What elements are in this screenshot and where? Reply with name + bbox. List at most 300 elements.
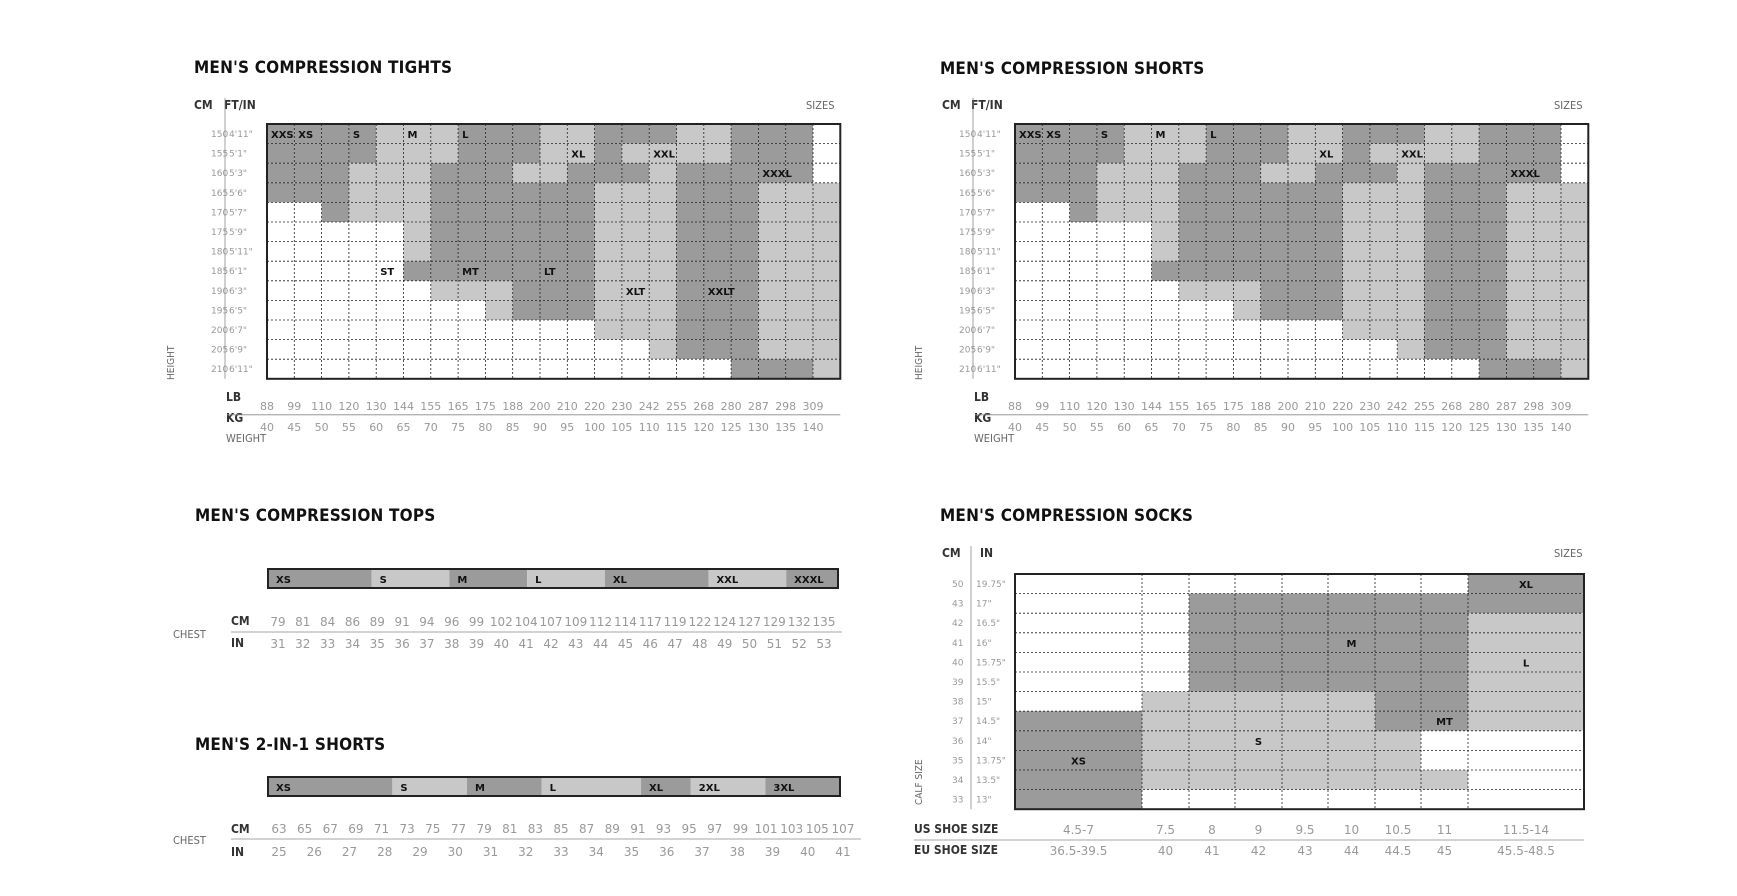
tights-cell xyxy=(731,320,758,340)
shorts-cell xyxy=(1233,144,1260,164)
shorts-cell xyxy=(1506,183,1533,203)
shorts-cell xyxy=(1261,124,1288,144)
shorts-cell xyxy=(1179,261,1206,281)
tights-cell xyxy=(376,320,403,340)
socks-cm-tick: 40 xyxy=(952,658,964,669)
shorts-cell xyxy=(1343,320,1370,340)
tights-cell xyxy=(649,359,676,379)
shorts-cell xyxy=(1425,124,1452,144)
tights-cell xyxy=(813,222,840,242)
tights-cell xyxy=(622,242,649,262)
shorts-cell xyxy=(1370,242,1397,262)
socks-cell xyxy=(1189,731,1235,751)
tights-lb-tick: 88 xyxy=(260,399,274,413)
tights-cell xyxy=(431,202,458,222)
tights-cell xyxy=(431,340,458,360)
twoinone-cm-tick: 99 xyxy=(732,822,749,836)
tights-cell xyxy=(595,261,622,281)
tights-cell xyxy=(758,242,785,262)
shorts-cell xyxy=(1534,359,1561,379)
tights-ft-tick: 6'3" xyxy=(229,286,248,297)
shorts-cell xyxy=(1479,124,1506,144)
tights-cell xyxy=(540,124,567,144)
shorts-cell xyxy=(1015,320,1042,340)
shorts-cell xyxy=(1124,183,1151,203)
tights-cell xyxy=(622,124,649,144)
tights-cell xyxy=(404,183,431,203)
shorts-cell xyxy=(1452,261,1479,281)
socks-cell xyxy=(1015,711,1142,731)
socks-cell xyxy=(1328,770,1375,790)
socks-cm-tick: 38 xyxy=(952,697,964,708)
twoinone-cm-tick: 63 xyxy=(271,822,287,836)
shorts-cell xyxy=(1233,183,1260,203)
twoinone-size-segment xyxy=(542,777,641,796)
tights-lb-tick: 255 xyxy=(666,399,687,413)
shorts-cell xyxy=(1070,300,1097,320)
tights-cell xyxy=(731,261,758,281)
shorts-cell xyxy=(1506,281,1533,301)
tops-cm-tick: 132 xyxy=(787,615,811,629)
socks-cell xyxy=(1468,692,1584,712)
shorts-cell xyxy=(1070,242,1097,262)
shorts-cell xyxy=(1452,320,1479,340)
shorts-cell xyxy=(1534,202,1561,222)
tights-cell xyxy=(677,124,704,144)
tights-cm-tick: 180 xyxy=(211,247,229,258)
shorts-cell xyxy=(1561,222,1588,242)
tights-kg-tick: 140 xyxy=(802,420,824,434)
tights-cell xyxy=(758,340,785,360)
shorts-cell xyxy=(1315,222,1342,242)
tights-cell xyxy=(485,163,512,183)
shorts-cell xyxy=(1042,222,1069,242)
tights-kg-tick: 110 xyxy=(638,420,660,434)
tights-cell xyxy=(813,320,840,340)
shorts-cell xyxy=(1042,183,1069,203)
tights-cell xyxy=(294,320,321,340)
tights-cell xyxy=(622,261,649,281)
socks-cell xyxy=(1421,790,1468,810)
socks-in-tick: 16" xyxy=(976,638,992,649)
shorts-cm-tick: 210 xyxy=(959,365,977,376)
socks-cell xyxy=(1235,770,1282,790)
tights-cell xyxy=(786,261,813,281)
socks-calf-label: CALF SIZE xyxy=(914,759,925,805)
socks-eu-tick: 41 xyxy=(1204,844,1220,858)
tights-size-label: L xyxy=(462,130,469,141)
shorts-lb-tick: 242 xyxy=(1386,399,1408,413)
tights-kg-tick: 90 xyxy=(533,420,547,434)
shorts-ft-tick: 5'6" xyxy=(977,188,996,199)
shorts-cell xyxy=(1233,340,1260,360)
shorts-cell xyxy=(1425,202,1452,222)
tights-cell xyxy=(322,163,349,183)
socks-cell xyxy=(1282,750,1328,770)
shorts-cell xyxy=(1015,222,1042,242)
shorts-cell xyxy=(1261,163,1288,183)
shorts-cell xyxy=(1561,242,1588,262)
shorts-size-label: XS xyxy=(1046,130,1062,141)
socks-cm-tick: 42 xyxy=(952,619,964,630)
socks-cell xyxy=(1468,672,1584,692)
tights-ft-tick: 5'1" xyxy=(229,149,248,160)
tights-cm-tick: 160 xyxy=(211,169,229,180)
socks-cell xyxy=(1282,594,1328,614)
shorts-cell xyxy=(1179,281,1206,301)
tights-cm-tick: 175 xyxy=(211,228,229,238)
tights-cell xyxy=(431,242,458,262)
tights-cell xyxy=(431,300,458,320)
tights-cell xyxy=(431,281,458,301)
tights-cell xyxy=(431,261,458,281)
shorts-cell xyxy=(1233,202,1260,222)
tights-cell xyxy=(349,359,376,379)
tights-cm-label: CM xyxy=(194,98,213,112)
tights-cell xyxy=(431,320,458,340)
tights-cell xyxy=(731,281,758,301)
shorts-cell xyxy=(1425,320,1452,340)
tights-cell xyxy=(404,222,431,242)
tights-cell xyxy=(322,340,349,360)
shorts-lb-tick: 155 xyxy=(1168,399,1190,413)
tights-cell xyxy=(731,242,758,262)
tops-cm-tick: 99 xyxy=(468,615,485,629)
tops-in-tick: 38 xyxy=(444,637,460,651)
tights-cell xyxy=(349,202,376,222)
shorts-cell xyxy=(1288,202,1315,222)
tops-in-tick: 42 xyxy=(543,637,559,651)
shorts-cell xyxy=(1397,202,1424,222)
socks-size-label: MT xyxy=(1436,717,1453,729)
tights-ft-tick: 5'3" xyxy=(229,169,248,180)
socks-cell xyxy=(1282,711,1328,731)
tights-cell xyxy=(649,183,676,203)
shorts-cell xyxy=(1397,359,1424,379)
tights-cell xyxy=(322,261,349,281)
shorts-cell xyxy=(1397,300,1424,320)
tights-cm-tick: 205 xyxy=(211,345,229,356)
shorts-ft-tick: 5'11" xyxy=(977,247,1001,258)
tights-cell xyxy=(786,300,813,320)
shorts-cell xyxy=(1042,242,1069,262)
shorts-lb-tick: 130 xyxy=(1113,399,1135,413)
twoinone-in-tick: 40 xyxy=(800,845,816,859)
socks-cell xyxy=(1015,672,1142,692)
tights-cell xyxy=(431,163,458,183)
socks-in-tick: 15" xyxy=(976,697,992,708)
tights-cell xyxy=(813,300,840,320)
tights-cell xyxy=(731,359,758,379)
tops-size-label: XL xyxy=(612,575,627,586)
tights-cm-tick: 190 xyxy=(211,286,229,297)
shorts-cell xyxy=(1343,359,1370,379)
socks-eu-label: EU SHOE SIZE xyxy=(914,843,999,857)
tights-cell xyxy=(540,144,567,164)
tights-ft-label: FT/IN xyxy=(224,98,256,112)
tights-cell xyxy=(485,359,512,379)
tights-cell xyxy=(595,183,622,203)
tights-cell xyxy=(567,281,594,301)
socks-cell xyxy=(1328,574,1375,594)
shorts-cell xyxy=(1124,242,1151,262)
shorts-cell xyxy=(1042,320,1069,340)
shorts-cell xyxy=(1015,202,1042,222)
twoinone-in-tick: 27 xyxy=(341,845,358,859)
socks-cell xyxy=(1282,770,1328,790)
shorts-cell xyxy=(1261,242,1288,262)
tights-cell xyxy=(649,320,676,340)
socks-cm-tick: 50 xyxy=(952,580,964,590)
tights-cell xyxy=(567,320,594,340)
tights-lb-tick: 110 xyxy=(311,399,333,413)
tights-kg-tick: 70 xyxy=(423,420,438,434)
tights-kg-tick: 75 xyxy=(451,420,466,434)
tights-size-label: MT xyxy=(462,267,479,279)
tights-cell xyxy=(294,222,321,242)
socks-cell xyxy=(1328,594,1375,614)
tights-cell xyxy=(404,320,431,340)
twoinone-size-label: M xyxy=(474,783,485,794)
socks-cell xyxy=(1142,652,1189,672)
socks-cell xyxy=(1468,750,1584,770)
tops-in-tick: 31 xyxy=(270,637,286,651)
socks-in-tick: 15.5" xyxy=(976,678,1001,688)
tights-ft-tick: 6'11" xyxy=(229,365,253,376)
tops-cm-tick: 129 xyxy=(762,615,786,629)
shorts-lb-tick: 230 xyxy=(1359,399,1381,413)
socks-cell xyxy=(1375,633,1421,653)
tights-cell xyxy=(294,281,321,301)
tights-cell xyxy=(513,320,540,340)
shorts-cell xyxy=(1152,163,1179,183)
shorts-cell xyxy=(1561,300,1588,320)
tights-cell xyxy=(758,359,785,379)
tights-cell xyxy=(595,202,622,222)
shorts-kg-tick: 115 xyxy=(1414,420,1435,434)
tights-size-label: XS xyxy=(298,130,314,141)
socks-cell xyxy=(1328,692,1375,712)
shorts-cell xyxy=(1534,340,1561,360)
tights-size-label: XLT xyxy=(625,286,646,298)
shorts-ft-tick: 5'1" xyxy=(977,149,996,160)
shorts-lb-tick: 120 xyxy=(1086,399,1108,413)
tights-cell xyxy=(458,320,485,340)
shorts-cell xyxy=(1206,281,1233,301)
shorts-cell xyxy=(1452,183,1479,203)
socks-cell xyxy=(1282,731,1328,751)
tights-cell xyxy=(813,163,840,183)
tights-cell xyxy=(376,242,403,262)
socks-us-label: US SHOE SIZE xyxy=(914,822,999,836)
tights-cell xyxy=(677,359,704,379)
shorts-cm-tick: 180 xyxy=(959,247,977,258)
tights-kg-tick: 85 xyxy=(505,420,520,434)
twoinone-cm-tick: 71 xyxy=(373,822,390,836)
socks-cell xyxy=(1468,594,1584,614)
shorts-lb-tick: 144 xyxy=(1141,399,1162,413)
tights-size-label: XXS xyxy=(271,130,294,141)
socks-cell xyxy=(1189,692,1235,712)
shorts-cell xyxy=(1179,320,1206,340)
socks-cm-tick: 41 xyxy=(952,638,964,649)
tops-in-tick: 34 xyxy=(344,637,361,651)
shorts-cell xyxy=(1561,359,1588,379)
tights-kg-tick: 45 xyxy=(287,420,302,434)
tights-height-label: HEIGHT xyxy=(166,345,177,380)
socks-cell xyxy=(1189,672,1235,692)
shorts-cell xyxy=(1370,124,1397,144)
shorts-cell xyxy=(1479,183,1506,203)
shorts-cell xyxy=(1206,242,1233,262)
shorts-lb-tick: 298 xyxy=(1523,399,1545,413)
shorts-cell xyxy=(1370,144,1397,164)
tights-cm-tick: 185 xyxy=(211,267,229,278)
shorts-cell xyxy=(1042,359,1069,379)
socks-cell xyxy=(1282,574,1328,594)
tops-in-tick: 51 xyxy=(766,637,783,651)
socks-cell xyxy=(1468,770,1584,790)
shorts-cell xyxy=(1233,222,1260,242)
tights-lb-tick: 210 xyxy=(556,399,578,413)
shorts-cell xyxy=(1097,183,1124,203)
shorts-cell xyxy=(1506,202,1533,222)
shorts-cell xyxy=(1343,202,1370,222)
shorts-cell xyxy=(1288,163,1315,183)
tights-cell xyxy=(267,163,294,183)
tights-cell xyxy=(513,202,540,222)
shorts-cell xyxy=(1124,261,1151,281)
shorts-cell xyxy=(1425,163,1452,183)
tights-cell xyxy=(731,222,758,242)
tights-cell xyxy=(731,144,758,164)
socks-cell xyxy=(1142,770,1189,790)
tops-cm-tick: 122 xyxy=(688,615,712,629)
shorts-cell xyxy=(1097,163,1124,183)
shorts-kg-label: KG xyxy=(974,411,992,425)
socks-us-tick: 8 xyxy=(1208,823,1216,837)
shorts-lb-tick: 175 xyxy=(1222,399,1244,413)
shorts-cell xyxy=(1425,340,1452,360)
tights-cell xyxy=(595,242,622,262)
shorts-cell xyxy=(1042,202,1069,222)
socks-eu-tick: 43 xyxy=(1297,844,1313,858)
socks-cell xyxy=(1142,692,1189,712)
socks-cell xyxy=(1282,790,1328,810)
shorts-cell xyxy=(1479,281,1506,301)
tights-cell xyxy=(622,163,649,183)
shorts-cell xyxy=(1097,202,1124,222)
socks-cell xyxy=(1375,672,1421,692)
tights-cell xyxy=(513,222,540,242)
tights-cell xyxy=(622,359,649,379)
tights-cell xyxy=(595,359,622,379)
shorts-cell xyxy=(1124,163,1151,183)
tops-in-tick: 48 xyxy=(692,637,708,651)
shorts-cell xyxy=(1206,183,1233,203)
shorts-ft-label: FT/IN xyxy=(971,98,1003,112)
shorts-cell xyxy=(1397,163,1424,183)
tops-in-tick: 43 xyxy=(568,637,584,651)
tights-cell xyxy=(758,281,785,301)
twoinone-cm-tick: 83 xyxy=(527,822,544,836)
tights-cell xyxy=(622,202,649,222)
shorts-cell xyxy=(1261,183,1288,203)
tights-lb-tick: 155 xyxy=(420,399,442,413)
shorts-cell xyxy=(1152,261,1179,281)
socks-cell xyxy=(1421,672,1468,692)
tights-cell xyxy=(758,320,785,340)
shorts-cell xyxy=(1425,300,1452,320)
tights-cell xyxy=(567,202,594,222)
tights-cell xyxy=(540,281,567,301)
tights-cell xyxy=(267,242,294,262)
shorts-cell xyxy=(1561,202,1588,222)
shorts-cell xyxy=(1124,300,1151,320)
tights-lb-tick: 268 xyxy=(693,399,715,413)
shorts-cell xyxy=(1370,183,1397,203)
tights-cell xyxy=(294,300,321,320)
socks-in-tick: 13.75" xyxy=(976,756,1006,767)
shorts-cell xyxy=(1452,202,1479,222)
shorts-cell xyxy=(1288,340,1315,360)
twoinone-in-tick: 33 xyxy=(553,845,569,859)
shorts-cell xyxy=(1452,340,1479,360)
shorts-cell xyxy=(1561,281,1588,301)
tights-cell xyxy=(704,261,731,281)
socks-cell xyxy=(1375,574,1421,594)
tights-cell xyxy=(349,261,376,281)
socks-cell xyxy=(1142,711,1189,731)
tights-cell xyxy=(786,222,813,242)
shorts-cell xyxy=(1370,222,1397,242)
two-in-one-cm-label: CM xyxy=(231,822,250,836)
shorts-cell xyxy=(1288,359,1315,379)
twoinone-size-label: XS xyxy=(276,783,291,794)
shorts-kg-tick: 105 xyxy=(1359,420,1381,434)
shorts-cell xyxy=(1124,320,1151,340)
tights-cell xyxy=(458,144,485,164)
tights-size-label: XL xyxy=(571,149,586,161)
tights-cell xyxy=(376,359,403,379)
tops-size-label: L xyxy=(535,575,542,586)
tops-cm-tick: 117 xyxy=(638,615,662,629)
shorts-ft-tick: 5'9" xyxy=(977,228,996,238)
shorts-cell xyxy=(1315,281,1342,301)
shorts-size-label: L xyxy=(1210,130,1217,141)
tights-kg-tick: 95 xyxy=(560,420,575,434)
twoinone-in-tick: 30 xyxy=(447,845,463,859)
tops-in-tick: 53 xyxy=(816,637,832,651)
tights-cell xyxy=(813,183,840,203)
socks-in-tick: 16.5" xyxy=(976,619,1001,630)
tights-cell xyxy=(649,281,676,301)
twoinone-in-tick: 34 xyxy=(588,845,604,859)
shorts-cell xyxy=(1070,340,1097,360)
tights-cell xyxy=(485,144,512,164)
shorts-cell xyxy=(1534,281,1561,301)
socks-cell xyxy=(1421,692,1468,712)
tops-cm-tick: 86 xyxy=(344,615,361,629)
socks-cm-tick: 43 xyxy=(952,599,964,610)
socks-in-tick: 13.5" xyxy=(976,776,1001,786)
twoinone-cm-tick: 105 xyxy=(805,822,829,836)
tights-cell xyxy=(267,281,294,301)
tights-cell xyxy=(485,124,512,144)
tights-cell xyxy=(513,124,540,144)
shorts-cell xyxy=(1206,222,1233,242)
tights-lb-tick: 280 xyxy=(720,399,742,413)
